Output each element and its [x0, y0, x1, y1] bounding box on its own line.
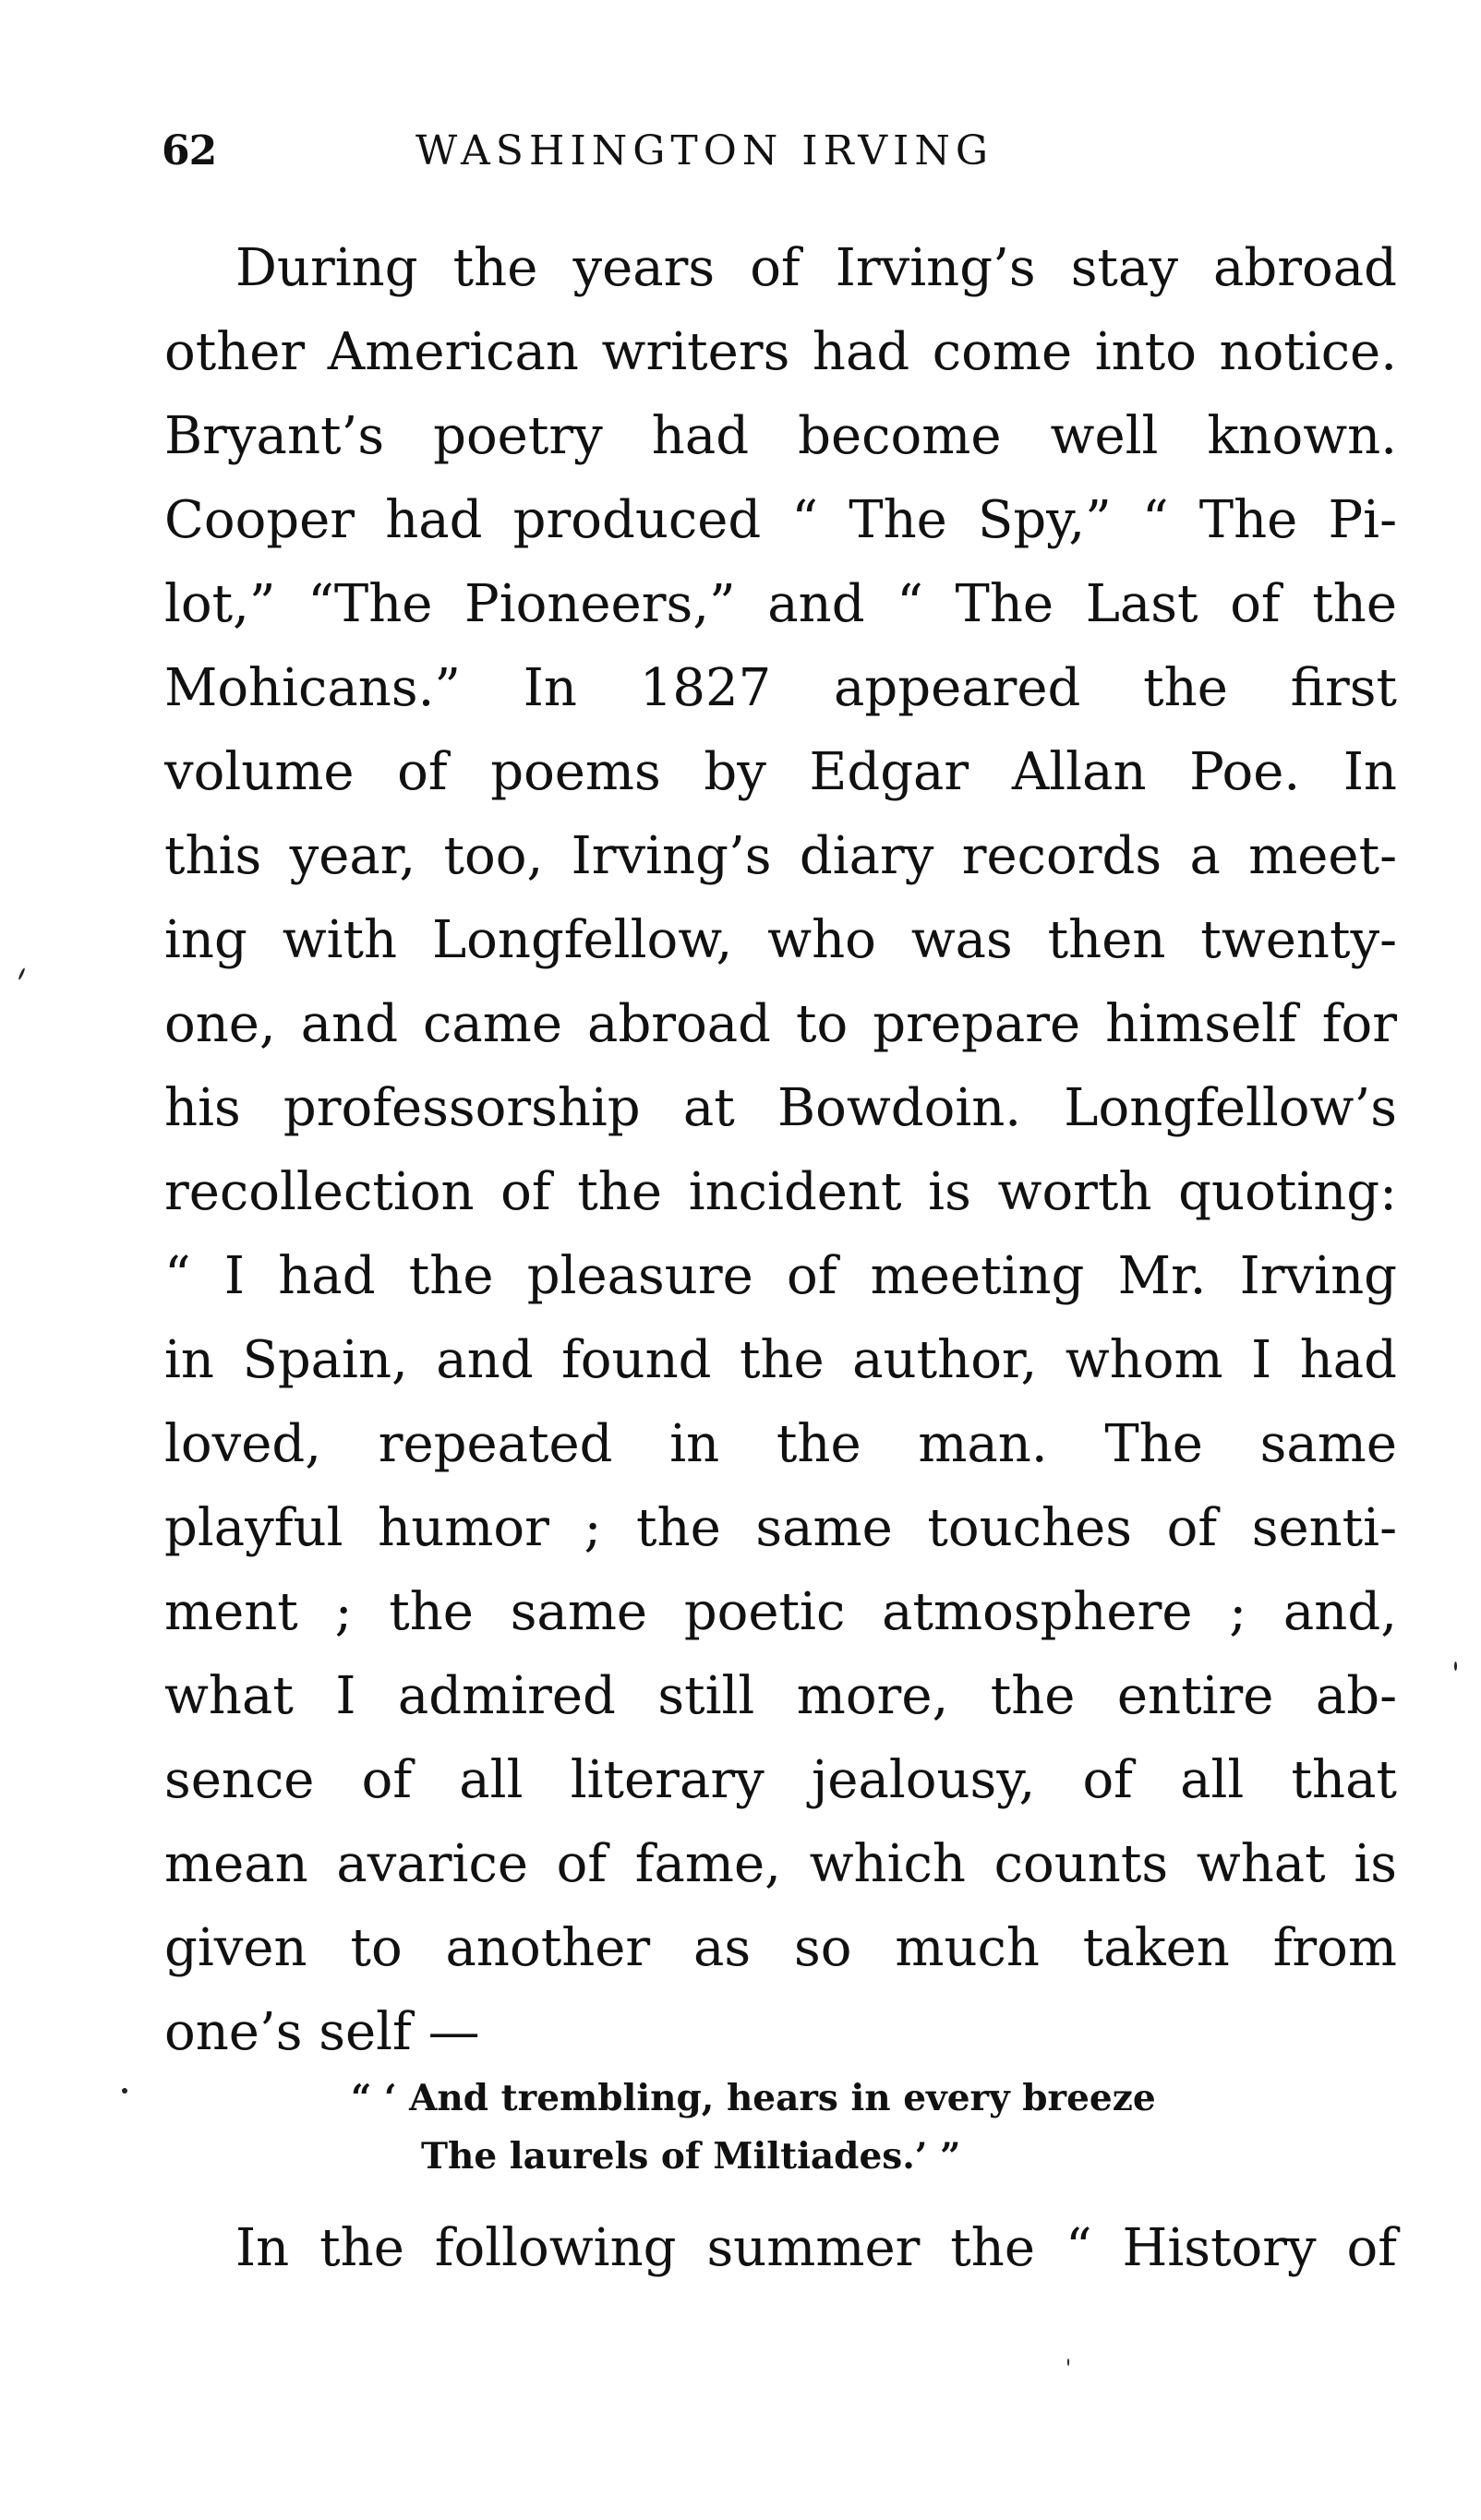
text-line: in Spain, and found the author, whom I had [164, 1330, 1397, 1390]
page-number: 62 [162, 127, 217, 174]
running-head: WASHINGTON IRVING [415, 127, 994, 174]
scan-speck [1454, 1662, 1457, 1671]
text-line: During the years of Irving’s stay abroad [235, 238, 1397, 298]
scan-speck [122, 2088, 127, 2094]
text-line: playful humor ; the same touches of senti- [164, 1498, 1397, 1558]
text-line: one, and came abroad to prepare himself for [164, 994, 1397, 1054]
text-line: one’s self — [164, 2002, 480, 2062]
text-line: Bryant’s poetry had become well known. [164, 406, 1397, 466]
text-line: ment ; the same poetic atmosphere ; and, [164, 1582, 1397, 1642]
text-line: what I admired still more, the entire ab- [164, 1666, 1397, 1726]
text-line: mean avarice of fame, which counts what is [164, 1834, 1397, 1894]
text-line: volume of poems by Edgar Allan Poe. In [164, 742, 1397, 802]
scan-speck [1067, 2358, 1069, 2366]
text-line: his professorship at Bowdoin. Longfellow’s [164, 1078, 1397, 1138]
verse-line: “ ‘ And trembling, hears in every breeze [351, 2077, 1156, 2119]
text-line: ing with Longfellow, who was then twenty- [164, 910, 1397, 970]
page-header [162, 127, 1399, 201]
text-line: given to another as so much taken from [164, 1918, 1397, 1978]
text-line: “ I had the pleasure of meeting Mr. Irving [164, 1246, 1397, 1306]
text-line: lot,” “The Pioneers,” and “ The Last of the [164, 574, 1397, 634]
text-line: sence of all literary jealousy, of all that [164, 1750, 1397, 1810]
text-line: recollection of the incident is worth quoting: [164, 1162, 1397, 1222]
text-line: In the following summer the “ History of [235, 2218, 1397, 2278]
text-line: other American writers had come into notice. [164, 322, 1397, 382]
text-line: Mohicans.” In 1827 appeared the first [164, 658, 1397, 718]
text-line: this year, too, Irving’s diary records a meet- [164, 826, 1397, 886]
scan-speck [18, 967, 26, 980]
text-line: Cooper had produced “ The Spy,” “ The Pi- [164, 490, 1397, 550]
text-line: loved, repeated in the man. The same [164, 1414, 1397, 1474]
verse-line: The laurels of Miltiades.’ ” [421, 2135, 961, 2178]
